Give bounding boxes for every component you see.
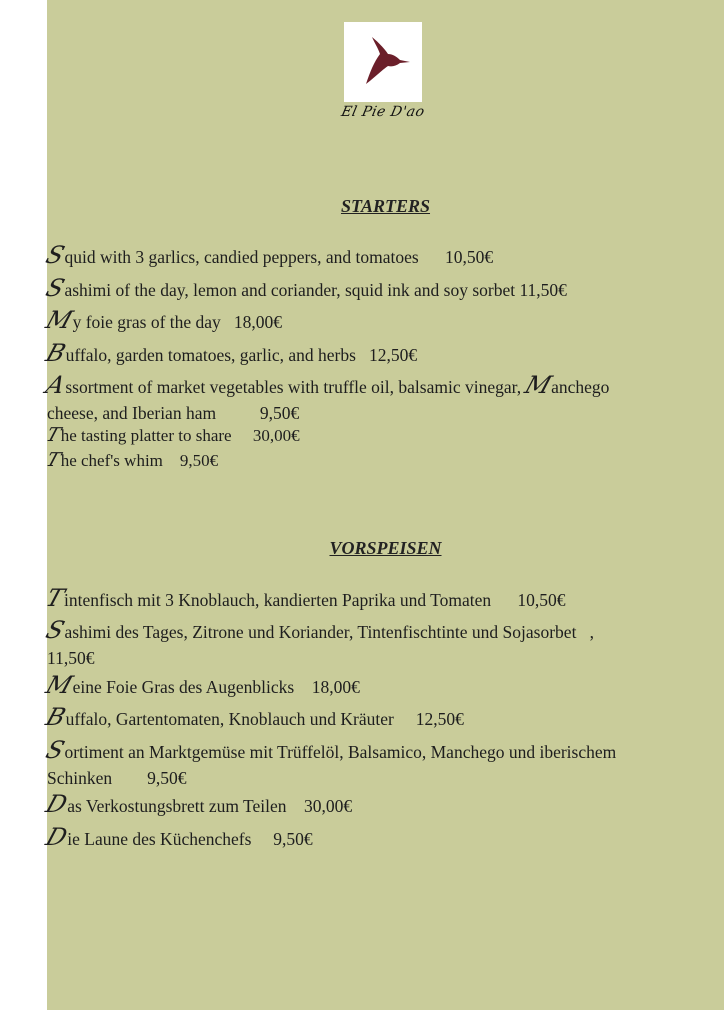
vorspeise-item-4: Buffalo, Gartentomaten, Knoblauch und Kräuter 12,50€ [42, 703, 464, 731]
drop-cap: D [42, 790, 71, 818]
starter-item-5: Assortment of market vegetables with truffle oil, balsamic vinegar, Manchego [42, 371, 610, 399]
vorspeise-item-5-cont: Schinken 9,50€ [47, 768, 187, 788]
starter-item-2: Sashimi of the day, lemon and coriander, squid ink and soy sorbet 11,50€ [42, 274, 567, 302]
drop-cap: A [42, 371, 69, 399]
vorspeise-item-2: Sashimi des Tages, Zitrone und Koriander, Tintenfischtinte und Sojasorbet , [42, 616, 594, 644]
drop-cap: S [42, 241, 69, 269]
drop-cap: T [42, 584, 68, 612]
starter-item-3: My foie gras of the day 18,00€ [42, 306, 283, 334]
logo [344, 22, 422, 102]
starter-item-7: The chef's whim 9,50€ [43, 449, 219, 471]
vorspeise-item-3: Meine Foie Gras des Augenblicks 18,00€ [42, 671, 360, 699]
vorspeise-item-6: Das Verkostungsbrett zum Teilen 30,00€ [42, 790, 353, 818]
drop-cap: D [42, 823, 71, 851]
drop-cap: S [42, 736, 69, 764]
vorspeise-item-7: Die Laune des Küchenchefs 9,50€ [42, 823, 313, 851]
vorspeisen-title: VORSPEISEN [329, 538, 442, 558]
drop-cap: S [42, 616, 69, 644]
hummingbird-icon [344, 22, 422, 102]
starter-item-4: Buffalo, garden tomatoes, garlic, and herbs 12,50€ [42, 339, 418, 367]
vorspeise-item-5: Sortiment an Marktgemüse mit Trüffelöl, Balsamico, Manchego und iberischem [42, 736, 617, 764]
drop-cap: T [43, 449, 64, 471]
starter-item-1: Squid with 3 garlics, candied peppers, and tomatoes 10,50€ [42, 241, 494, 269]
drop-cap: S [42, 274, 69, 302]
drop-cap: B [42, 703, 70, 731]
vorspeise-item-1: Tintenfisch mit 3 Knoblauch, kandierten Paprika und Tomaten 10,50€ [42, 584, 566, 612]
vorspeise-item-2-cont: 11,50€ [47, 648, 95, 668]
drop-cap: M [520, 371, 555, 399]
drop-cap: M [42, 671, 77, 699]
starters-title: STARTERS [340, 196, 431, 216]
drop-cap: T [43, 424, 64, 446]
drop-cap: B [42, 339, 70, 367]
menu-page [42, 0, 724, 1010]
starter-item-6: The tasting platter to share 30,00€ [43, 424, 300, 446]
starter-item-5-cont: cheese, and Iberian ham 9,50€ [47, 403, 300, 423]
brand-name: El Pie D'ao [339, 104, 427, 120]
drop-cap: M [42, 306, 77, 334]
